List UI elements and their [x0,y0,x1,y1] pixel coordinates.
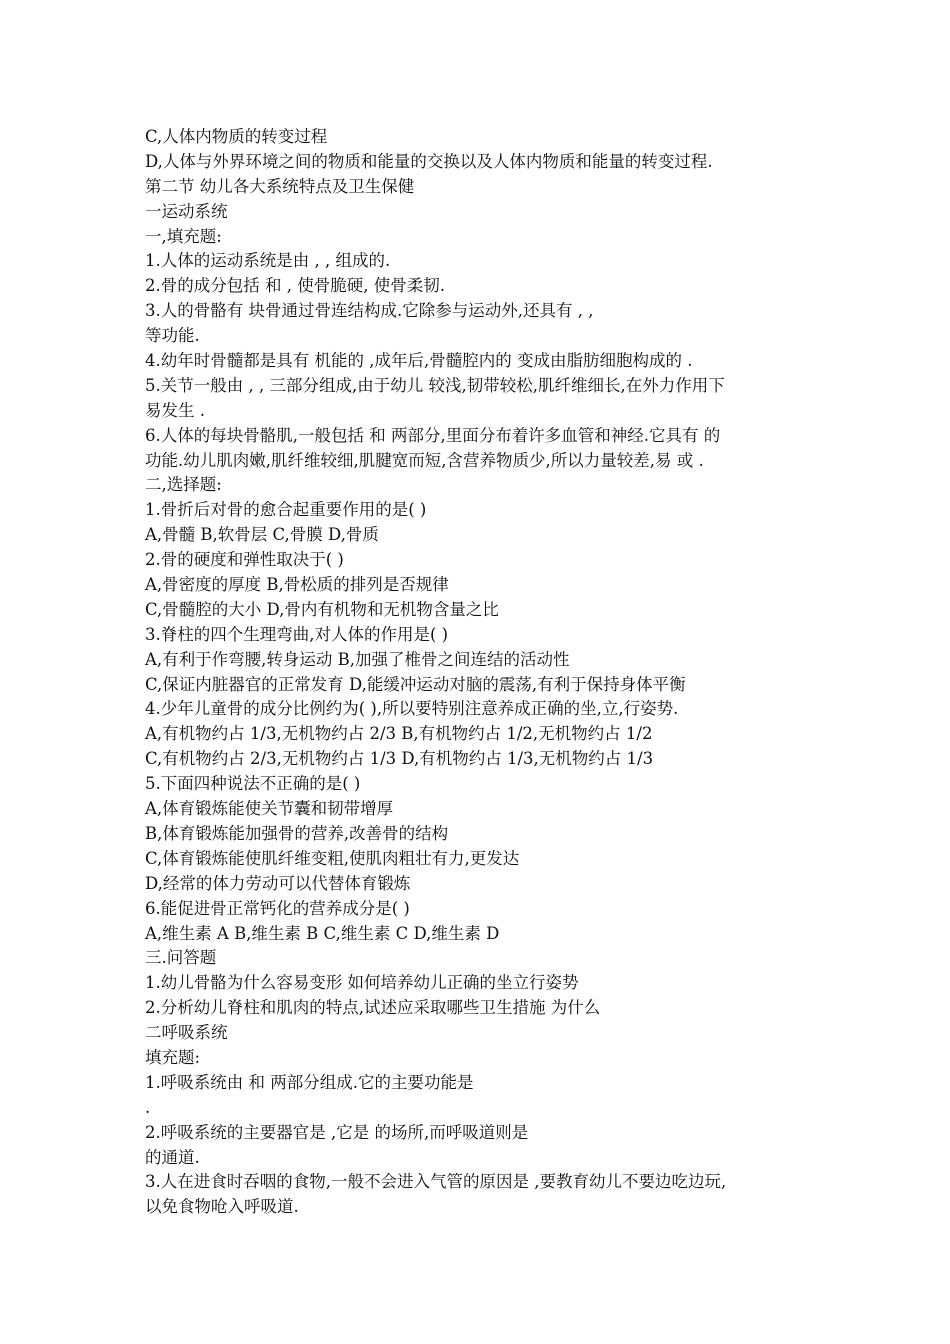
question-type-heading: 填充题: [145,1047,201,1067]
text-line: 6.人体的每块骨骼肌,一般包括 和 两部分,里面分布着许多血管和神经.它具有 的 [145,425,721,445]
question-type-heading: 三.问答题 [145,948,217,968]
text-line: 4.少年儿童骨的成分比例约为( ),所以要特别注意养成正确的坐,立,行姿势. [145,699,679,719]
text-line: 2.骨的硬度和弹性取决于( ) [145,550,344,570]
question-type-heading: 一,填充题: [145,226,222,246]
text-line: C,人体内物质的转变过程 [145,127,328,146]
text-line: A,有利于作弯腰,转身运动 B,加强了椎骨之间连结的活动性 [145,649,570,669]
text-line: A,骨髓 B,软骨层 C,骨膜 D,骨质 [145,525,379,545]
text-line: 3.脊柱的四个生理弯曲,对人体的作用是( ) [145,624,449,644]
text-line: 等功能. [145,326,200,346]
subsection-heading: 二呼吸系统 [145,1023,228,1043]
text-line: A,维生素 A B,维生素 B C,维生素 C D,维生素 D [145,923,500,943]
text-line: A,体育锻炼能使关节囊和韧带增厚 [145,799,394,819]
text-line: 6.能促进骨正常钙化的营养成分是( ) [145,898,410,918]
text-line: 功能.幼儿肌肉嫩,肌纤维较细,肌腱宽而短,含营养物质少,所以力量较差,易 或 . [145,450,704,470]
text-line: C,有机物约占 2/3,无机物约占 1/3 D,有机物约占 1/3,无机物约占 1/3 [145,749,654,769]
text-line: B,体育锻炼能加强骨的营养,改善骨的结构 [145,823,449,843]
text-line: 1.呼吸系统由 和 两部分组成.它的主要功能是 [145,1072,474,1092]
text-line: D,人体与外界环境之间的物质和能量的交换以及人体内物质和能量的转变过程. [145,151,713,171]
text-line: 1.人体的运动系统是由 , , 组成的. [145,251,391,271]
text-line: 以免食物呛入呼吸道. [145,1197,299,1217]
text-line: A,有机物约占 1/3,无机物约占 2/3 B,有机物约占 1/2,无机物约占 1/2 [145,724,653,744]
document-body [145,125,810,1220]
text-line: 5.下面四种说法不正确的是( ) [145,774,361,794]
question-type-heading: 二,选择题: [145,475,222,495]
text-line: 5.关节一般由 , , 三部分组成,由于幼儿 较浅,韧带较松,肌纤维细长,在外力作用下 [145,375,725,395]
text-line: 的通道. [145,1147,200,1167]
text-line: 4.幼年时骨髓都是具有 机能的 ,成年后,骨髓腔内的 变成由脂肪细胞构成的 . [145,351,693,371]
text-line: 2.呼吸系统的主要器官是 ,它是 的场所,而呼吸道则是 [145,1122,529,1142]
text-line: 3.人在进食时吞咽的食物,一般不会进入气管的原因是 ,要教育幼儿不要边吃边玩, [145,1172,727,1192]
text-line: C,保证内脏器官的正常发育 D,能缓冲运动对脑的震荡,有利于保持身体平衡 [145,674,686,694]
text-line: C,骨髓腔的大小 D,骨内有机物和无机物含量之比 [145,599,499,619]
text-line: 1.幼儿骨骼为什么容易变形 如何培养幼儿正确的坐立行姿势 [145,973,579,993]
text-line: 2.骨的成分包括 和 , 使骨脆硬, 使骨柔韧. [145,276,445,296]
text-line: 2.分析幼儿脊柱和肌肉的特点,试述应采取哪些卫生措施 为什么 [145,998,601,1018]
text-line: A,骨密度的厚度 B,骨松质的排列是否规律 [145,575,449,595]
text-line: 易发生 . [145,400,205,420]
text-line: D,经常的体力劳动可以代替体育锻炼 [145,873,411,893]
text-line: 3.人的骨骼有 块骨通过骨连结构成.它除参与运动外,还具有 , , [145,301,594,321]
section-heading: 第二节 幼儿各大系统特点及卫生保健 [145,176,415,196]
text-line: C,体育锻炼能使肌纤维变粗,使肌肉粗壮有力,更发达 [145,848,520,868]
text-line: 1.骨折后对骨的愈合起重要作用的是( ) [145,500,427,520]
subsection-heading: 一运动系统 [145,201,228,221]
text-line: . [145,1097,151,1117]
